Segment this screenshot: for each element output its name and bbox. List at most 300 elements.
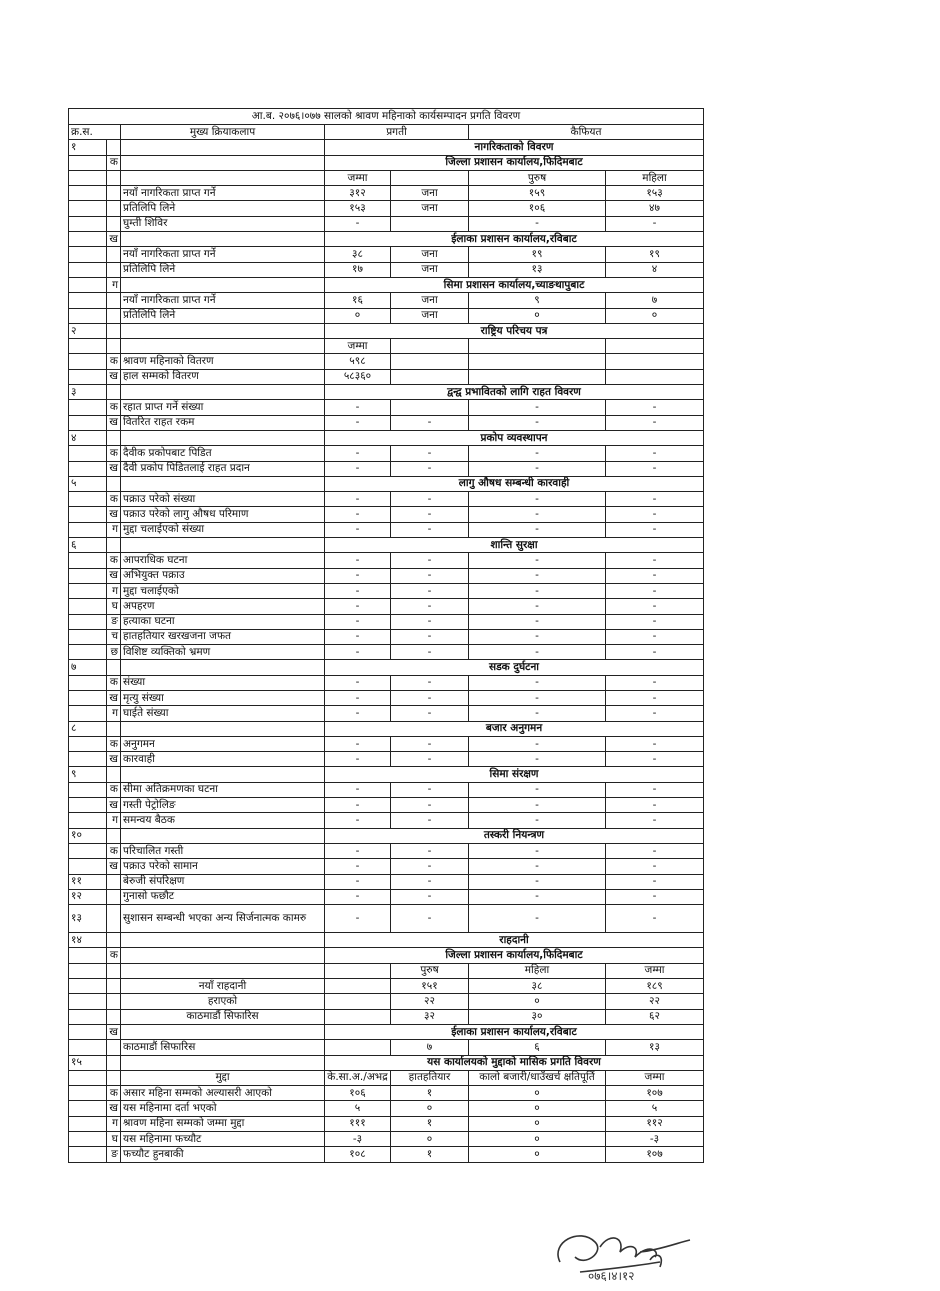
table-row (69, 813, 704, 828)
activity-label: नयाँ नागरिकता प्राप्त गर्ने (121, 247, 325, 262)
section-number (69, 354, 107, 369)
value-cell: - (325, 905, 391, 933)
section-number (69, 568, 107, 583)
value-cell: - (469, 752, 606, 767)
header-remarks: कैफियत (469, 125, 704, 140)
table-row (69, 843, 704, 858)
sub-number: ख (107, 859, 121, 874)
section-number (69, 415, 107, 430)
sub-number: ख (107, 232, 121, 247)
value-cell: जना (391, 293, 469, 308)
value-cell: - (391, 568, 469, 583)
activity-label: यस महिनामा फच्यौट (121, 1132, 325, 1147)
section-number (69, 201, 107, 216)
section-number (69, 629, 107, 644)
value-cell: १५३ (606, 186, 704, 201)
section-number: १५ (69, 1055, 107, 1070)
activity-label: संख्या (121, 675, 325, 690)
sub-number (107, 1055, 121, 1070)
section-number: १० (69, 828, 107, 843)
value-cell: - (606, 690, 704, 705)
section-number (69, 277, 107, 292)
value-cell: - (325, 889, 391, 904)
activity-label: दैवीक प्रकोपबाट पिडित (121, 446, 325, 461)
table-row (69, 308, 704, 323)
value-cell: जना (391, 201, 469, 216)
value-cell: -३ (606, 1132, 704, 1147)
value-cell: ५९८ (325, 354, 391, 369)
value-cell: १३ (606, 1040, 704, 1055)
value-cell: ३० (469, 1009, 606, 1024)
activity-label: प्रतिलिपि लिने (121, 308, 325, 323)
table-row (69, 583, 704, 598)
value-cell: - (606, 553, 704, 568)
sub-number (107, 767, 121, 782)
value-cell: १५३ (325, 201, 391, 216)
subsection-title: ईलाका प्रशासन कार्यालय,रविबाट (325, 1024, 704, 1039)
value-cell: - (391, 522, 469, 537)
section-number: १ (69, 140, 107, 155)
section-number (69, 339, 107, 354)
activity-label: सीमा अतिक्रमणका घटना (121, 782, 325, 797)
table-row (69, 568, 704, 583)
value-cell: - (325, 798, 391, 813)
activity-label: काठमाडौं सिफारिस (121, 1009, 325, 1024)
table-row (69, 1040, 704, 1055)
value-cell: ५८३६० (325, 369, 391, 384)
value-cell: - (606, 752, 704, 767)
sub-number (107, 933, 121, 948)
sub-number (107, 140, 121, 155)
sub-number: क (107, 948, 121, 963)
column-header: पुरुष (391, 963, 469, 978)
sub-number (107, 828, 121, 843)
value-cell: १ (391, 1116, 469, 1131)
sub-number (107, 994, 121, 1009)
sub-number: ख (107, 798, 121, 813)
table-row (69, 1101, 704, 1116)
value-cell: - (391, 415, 469, 430)
value-cell: - (469, 446, 606, 461)
sub-number (107, 308, 121, 323)
value-cell: ७ (606, 293, 704, 308)
section-number (69, 1009, 107, 1024)
table-row (69, 538, 704, 553)
sub-number (107, 1040, 121, 1055)
section-title: प्रकोप व्यवस्थापन (325, 430, 704, 445)
value-cell: ० (469, 1101, 606, 1116)
section-number (69, 1101, 107, 1116)
sub-number: ग (107, 706, 121, 721)
table-row (69, 293, 704, 308)
value-cell (325, 979, 391, 994)
activity-label: श्रावण महिनाको वितरण (121, 354, 325, 369)
table-row (69, 1024, 704, 1039)
value-cell: - (606, 629, 704, 644)
section-number (69, 155, 107, 170)
section-number (69, 1024, 107, 1039)
column-header (606, 339, 704, 354)
table-row (69, 1055, 704, 1070)
section-number: १२ (69, 889, 107, 904)
table-row (69, 874, 704, 889)
sub-number: ग (107, 813, 121, 828)
value-cell: - (325, 492, 391, 507)
table-row (69, 400, 704, 415)
value-cell: ३१२ (325, 186, 391, 201)
sub-number (107, 262, 121, 277)
sub-number: ख (107, 461, 121, 476)
sub-number: क (107, 553, 121, 568)
table-row (69, 994, 704, 1009)
value-cell: - (606, 645, 704, 660)
value-cell: - (391, 553, 469, 568)
value-cell: - (391, 614, 469, 629)
value-cell: - (325, 461, 391, 476)
header-progress: प्रगती (325, 125, 469, 140)
section-number: २ (69, 323, 107, 338)
section-title: शान्ति सुरक्षा (325, 538, 704, 553)
activity-cell (121, 155, 325, 170)
value-cell: - (469, 706, 606, 721)
value-cell: - (469, 690, 606, 705)
section-number (69, 599, 107, 614)
value-cell (325, 1009, 391, 1024)
activity-label: नयाँ नागरिकता प्राप्त गर्ने (121, 293, 325, 308)
section-number (69, 522, 107, 537)
value-cell: - (391, 690, 469, 705)
value-cell: - (469, 415, 606, 430)
sub-number: क (107, 782, 121, 797)
sub-number (107, 323, 121, 338)
activity-cell (121, 170, 325, 185)
activity-label: अभियुक्त पक्राउ (121, 568, 325, 583)
table-row (69, 889, 704, 904)
column-header (391, 170, 469, 185)
value-cell: - (469, 736, 606, 751)
section-number: ५ (69, 476, 107, 491)
value-cell: ० (606, 308, 704, 323)
section-number (69, 369, 107, 384)
section-number (69, 507, 107, 522)
table-row (69, 170, 704, 185)
column-header: जम्मा (325, 339, 391, 354)
value-cell: १९ (469, 247, 606, 262)
table-row (69, 461, 704, 476)
sub-number: ख (107, 415, 121, 430)
sub-number: घ (107, 1132, 121, 1147)
value-cell: - (606, 843, 704, 858)
sub-number: ख (107, 507, 121, 522)
value-cell: - (469, 599, 606, 614)
activity-label: नयाँ नागरिकता प्राप्त गर्ने (121, 186, 325, 201)
section-number: १४ (69, 933, 107, 948)
section-number (69, 461, 107, 476)
activity-label: पक्राउ परेको संख्या (121, 492, 325, 507)
table-row (69, 767, 704, 782)
value-cell: - (325, 813, 391, 828)
value-cell: - (325, 736, 391, 751)
value-cell: - (325, 507, 391, 522)
section-number (69, 979, 107, 994)
activity-label: हराएको (121, 994, 325, 1009)
value-cell: १११ (325, 1116, 391, 1131)
value-cell: - (391, 599, 469, 614)
sub-number: क (107, 1086, 121, 1101)
value-cell: - (325, 446, 391, 461)
value-cell: ० (469, 994, 606, 1009)
section-number (69, 1040, 107, 1055)
section-number (69, 690, 107, 705)
section-number (69, 247, 107, 262)
activity-label: वितरित राहत रकम (121, 415, 325, 430)
value-cell: १ (391, 1086, 469, 1101)
sub-number: ङ (107, 614, 121, 629)
column-header: जम्मा (325, 170, 391, 185)
section-number (69, 170, 107, 185)
sub-number (107, 660, 121, 675)
activity-label: कारवाही (121, 752, 325, 767)
value-cell: ३८ (325, 247, 391, 262)
section-number (69, 813, 107, 828)
table-row (69, 963, 704, 978)
value-cell: - (606, 859, 704, 874)
value-cell (469, 354, 606, 369)
activity-cell (121, 1055, 325, 1070)
value-cell: ० (469, 1086, 606, 1101)
value-cell: - (325, 843, 391, 858)
value-cell: ० (469, 1116, 606, 1131)
table-row (69, 277, 704, 292)
value-cell: -३ (325, 1132, 391, 1147)
sub-number: ग (107, 277, 121, 292)
activity-cell (121, 232, 325, 247)
section-number (69, 1116, 107, 1131)
activity-label: पक्राउ परेको लागु औषध परिमाण (121, 507, 325, 522)
value-cell: - (469, 583, 606, 598)
value-cell: - (469, 553, 606, 568)
activity-label: यस महिनामा दर्ता भएको (121, 1101, 325, 1116)
activity-label: घुम्ती शिविर (121, 216, 325, 231)
value-cell: - (469, 568, 606, 583)
activity-label: मुद्दा चलाईएको (121, 583, 325, 598)
column-header (391, 339, 469, 354)
table-row (69, 369, 704, 384)
table-row (69, 186, 704, 201)
column-header: महिला (469, 963, 606, 978)
section-title: नागरिकताको विवरण (325, 140, 704, 155)
subsection-title: ईलाका प्रशासन कार्यालय,रविबाट (325, 232, 704, 247)
table-row (69, 782, 704, 797)
sub-number (107, 721, 121, 736)
activity-label: मृत्यु संख्या (121, 690, 325, 705)
section-number (69, 706, 107, 721)
activity-cell (121, 767, 325, 782)
value-cell: ५ (606, 1101, 704, 1116)
section-number: ११ (69, 874, 107, 889)
value-cell: - (325, 782, 391, 797)
activity-label: हत्याका घटना (121, 614, 325, 629)
value-cell: - (469, 798, 606, 813)
activity-label: समन्वय बैठक (121, 813, 325, 828)
sub-number: ख (107, 568, 121, 583)
value-cell: - (325, 216, 391, 231)
sub-number: क (107, 400, 121, 415)
table-row (69, 736, 704, 751)
activity-cell (121, 140, 325, 155)
table-row (69, 645, 704, 660)
value-cell: ० (469, 308, 606, 323)
value-cell: - (325, 553, 391, 568)
value-cell: - (606, 216, 704, 231)
activity-label: अनुगमन (121, 736, 325, 751)
activity-label: आपराधिक घटना (121, 553, 325, 568)
value-cell: - (606, 736, 704, 751)
sub-number: क (107, 736, 121, 751)
value-cell: - (606, 568, 704, 583)
table-row (69, 476, 704, 491)
value-cell: हातहतियार (391, 1070, 469, 1085)
section-number (69, 186, 107, 201)
report-title: आ.ब. २०७६।०७७ सालको श्रावण महिनाको कार्यसम्पादन प्रगति विवरण (69, 109, 704, 125)
activity-label: फच्यौट हुनबाकी (121, 1147, 325, 1162)
sub-number (107, 385, 121, 400)
activity-cell (121, 933, 325, 948)
activity-label: विशिष्ट व्यक्तिको भ्रमण (121, 645, 325, 660)
value-cell: १०७ (606, 1147, 704, 1162)
column-header: महिला (606, 170, 704, 185)
value-cell: ५ (325, 1101, 391, 1116)
value-cell: १७ (325, 262, 391, 277)
sub-number (107, 538, 121, 553)
activity-label: घाईते संख्या (121, 706, 325, 721)
value-cell: - (606, 706, 704, 721)
value-cell: - (391, 798, 469, 813)
value-cell: - (391, 813, 469, 828)
value-cell: - (606, 874, 704, 889)
table-row (69, 660, 704, 675)
value-cell: - (469, 614, 606, 629)
activity-label: प्रतिलिपि लिने (121, 262, 325, 277)
sub-number (107, 979, 121, 994)
signature (540, 1222, 700, 1284)
section-title: लागु औषध सम्बन्धी कारवाही (325, 476, 704, 491)
value-cell: १३ (469, 262, 606, 277)
progress-table (68, 108, 704, 1163)
section-number: ९ (69, 767, 107, 782)
section-number (69, 645, 107, 660)
activity-label: प्रतिलिपि लिने (121, 201, 325, 216)
value-cell (325, 994, 391, 1009)
value-cell: - (325, 629, 391, 644)
table-row (69, 752, 704, 767)
sub-number: क (107, 492, 121, 507)
value-cell: - (469, 889, 606, 904)
activity-label: रहात प्राप्त गर्ने संख्या (121, 400, 325, 415)
activity-cell (121, 385, 325, 400)
table-row (69, 385, 704, 400)
value-cell: जम्मा (606, 1070, 704, 1085)
value-cell: - (469, 675, 606, 690)
section-number (69, 492, 107, 507)
table-row (69, 721, 704, 736)
value-cell: ९ (469, 293, 606, 308)
value-cell: - (391, 736, 469, 751)
value-cell: - (469, 216, 606, 231)
value-cell: - (391, 706, 469, 721)
table-row (69, 1009, 704, 1024)
value-cell: १ (391, 1147, 469, 1162)
value-cell: १०६ (325, 1086, 391, 1101)
value-cell: जना (391, 308, 469, 323)
value-cell: ७ (391, 1040, 469, 1055)
sub-number: क (107, 155, 121, 170)
sub-number (107, 430, 121, 445)
sub-number (107, 186, 121, 201)
value-cell (325, 1040, 391, 1055)
activity-cell (121, 948, 325, 963)
activity-cell (121, 1024, 325, 1039)
section-number: ६ (69, 538, 107, 553)
activity-label: असार महिना सम्मको अल्यासरी आएको (121, 1086, 325, 1101)
value-cell: - (325, 522, 391, 537)
activity-label: बेरुजी संपरिक्षण (121, 874, 325, 889)
table-row (69, 859, 704, 874)
value-cell: कालो बजारी/धाउँखर्च क्षतिपूर्ति (469, 1070, 606, 1085)
sub-number (107, 963, 121, 978)
value-cell: - (325, 874, 391, 889)
value-cell: - (325, 614, 391, 629)
sub-number: क (107, 446, 121, 461)
table-row (69, 905, 704, 933)
section-number (69, 1132, 107, 1147)
activity-cell (121, 323, 325, 338)
section-title: यस कार्यालयको मुद्दाको मासिक प्रगति विवरण (325, 1055, 704, 1070)
table-row (69, 522, 704, 537)
value-cell: - (325, 706, 391, 721)
table-row (69, 339, 704, 354)
value-cell: ० (391, 1101, 469, 1116)
value-cell: - (325, 859, 391, 874)
value-cell: - (391, 461, 469, 476)
value-cell (606, 369, 704, 384)
value-cell: ६ (469, 1040, 606, 1055)
activity-cell (121, 721, 325, 736)
value-cell: - (469, 629, 606, 644)
activity-label: गुनासो फछौट (121, 889, 325, 904)
activity-cell (121, 828, 325, 843)
section-number (69, 798, 107, 813)
activity-cell (121, 963, 325, 978)
value-cell: २२ (606, 994, 704, 1009)
activity-label: अपहरण (121, 599, 325, 614)
section-title: द्वन्द्व प्रभावितको लागि राहत विवरण (325, 385, 704, 400)
value-cell: - (606, 798, 704, 813)
activity-cell (121, 430, 325, 445)
table-row (69, 933, 704, 948)
value-cell: - (325, 583, 391, 598)
value-cell: - (606, 583, 704, 598)
table-row (69, 430, 704, 445)
activity-cell (121, 538, 325, 553)
section-number (69, 994, 107, 1009)
section-number (69, 308, 107, 323)
value-cell: - (606, 522, 704, 537)
value-cell: - (391, 507, 469, 522)
activity-label: हातहतियार खरखजना जफत (121, 629, 325, 644)
value-cell: - (606, 813, 704, 828)
report-sheet (68, 108, 703, 1163)
